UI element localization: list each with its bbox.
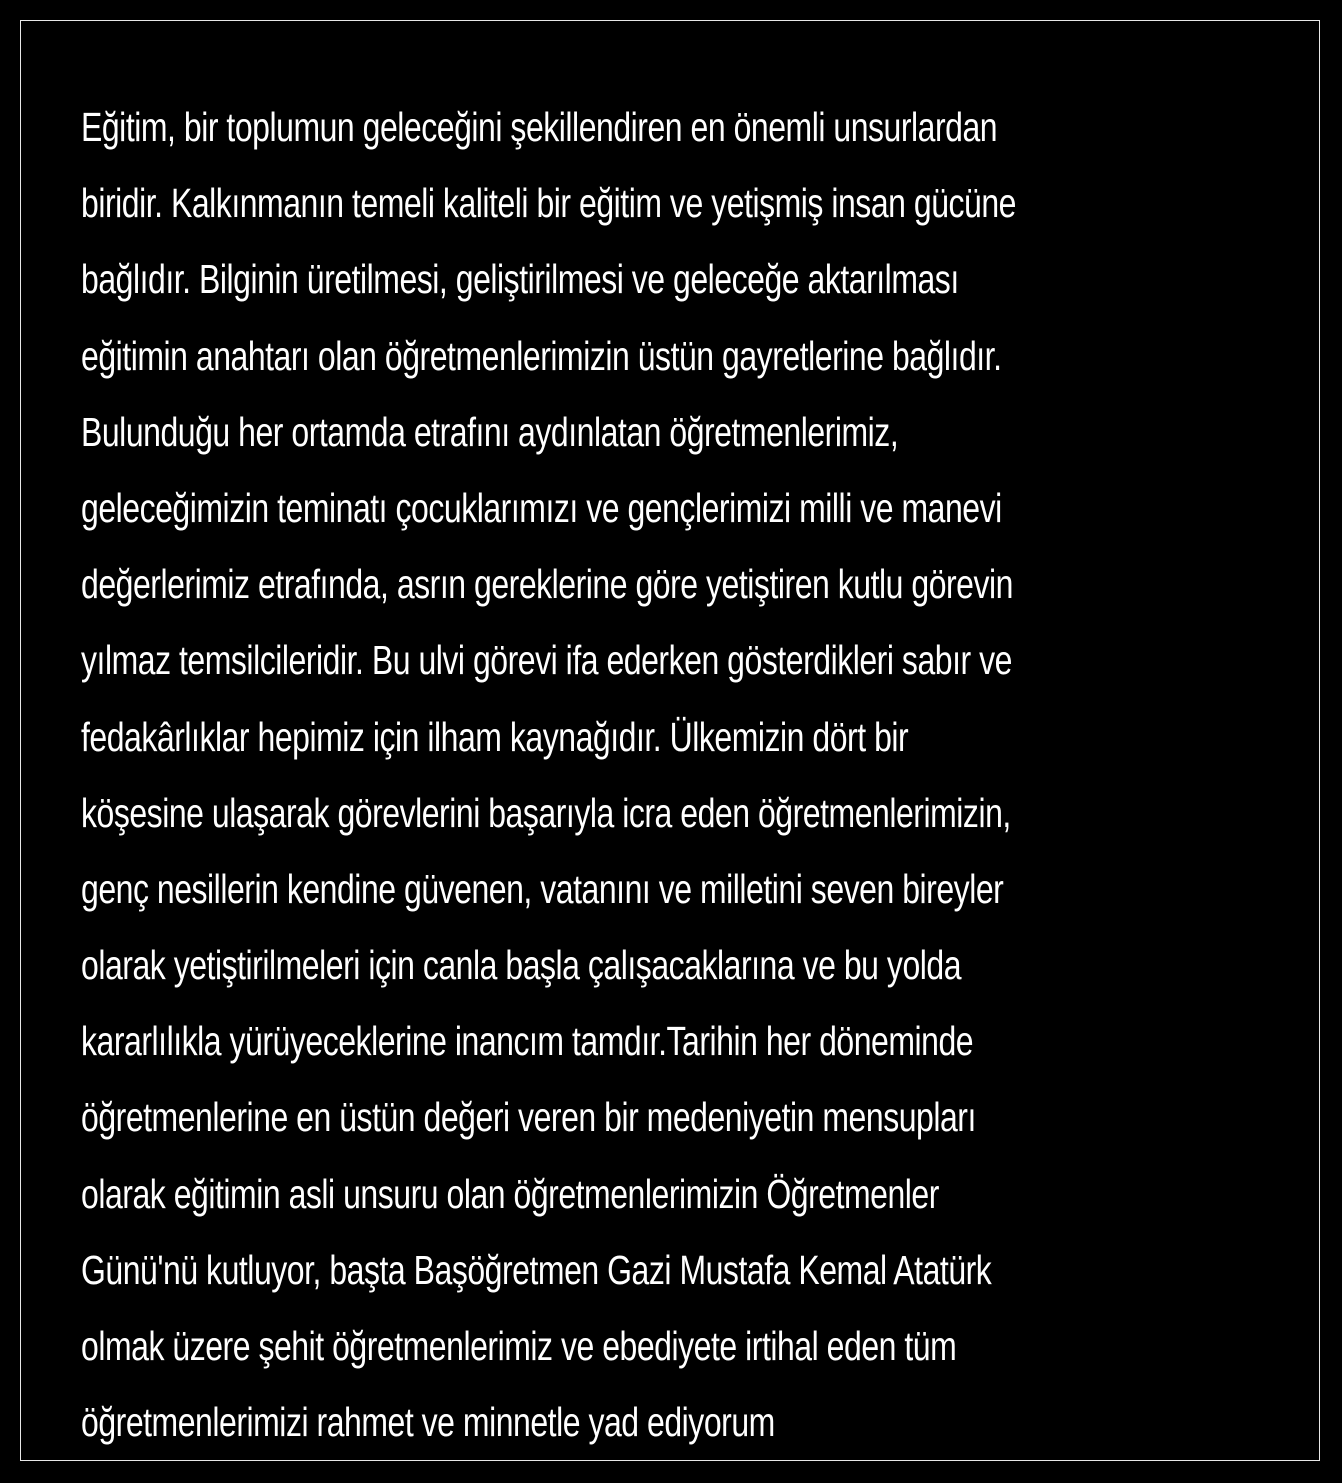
text-line: biridir. Kalkınmanın temeli kaliteli bir eğitim ve yetişmiş insan gücüne: [81, 180, 1017, 227]
text-line: Bulunduğu her ortamda etrafını aydınlatan öğretmenlerimiz,: [81, 408, 899, 455]
text-line: Eğitim, bir toplumun geleceğini şekillendiren en önemli unsurlardan: [81, 104, 998, 150]
text-line: yılmaz temsilcileridir. Bu ulvi görevi ifa ederken gösterdikleri sabır ve: [81, 637, 1012, 684]
text-line: olarak eğitimin asli unsuru olan öğretmenlerimizin Öğretmenler: [81, 1170, 939, 1217]
text-line: geleceğimizin teminatı çocuklarımızı ve gençlerimizi milli ve manevi: [81, 484, 1002, 531]
text-line: bağlıdır. Bilginin üretilmesi, geliştirilmesi ve geleceğe aktarılması: [81, 256, 959, 303]
text-line: olarak yetiştirilmeleri için canla başla çalışacaklarına ve bu yolda: [81, 942, 962, 989]
text-line: olmak üzere şehit öğretmenlerimiz ve ebediyete irtihal eden tüm: [81, 1323, 957, 1369]
message-frame: [20, 20, 1320, 1461]
text-line: köşesine ulaşarak görevlerini başarıyla icra eden öğretmenlerimizin,: [81, 789, 1011, 836]
text-line: genç nesillerin kendine güvenen, vatanını ve milletini seven bireyler: [81, 865, 1004, 912]
text-line: eğitimin anahtarı olan öğretmenlerimizin üstün gayretlerine bağlıdır.: [81, 332, 1002, 379]
text-line: öğretmenlerimizi rahmet ve minnetle yad ediyorum: [81, 1399, 775, 1446]
text-line: fedakârlıklar hepimiz için ilham kaynağıdır. Ülkemizin dört bir: [81, 713, 909, 760]
text-line: öğretmenlerine en üstün değeri veren bir medeniyetin mensupları: [81, 1094, 976, 1141]
text-line: değerlerimiz etrafında, asrın gereklerine göre yetiştiren kutlu görevin: [81, 561, 1013, 608]
text-line: Günü'nü kutluyor, başta Başöğretmen Gazi Mustafa Kemal Atatürk: [81, 1246, 992, 1293]
message-text: [81, 89, 1321, 1460]
text-line: kararlılıkla yürüyeceklerine inancım tamdır.Tarihin her döneminde: [81, 1018, 974, 1065]
